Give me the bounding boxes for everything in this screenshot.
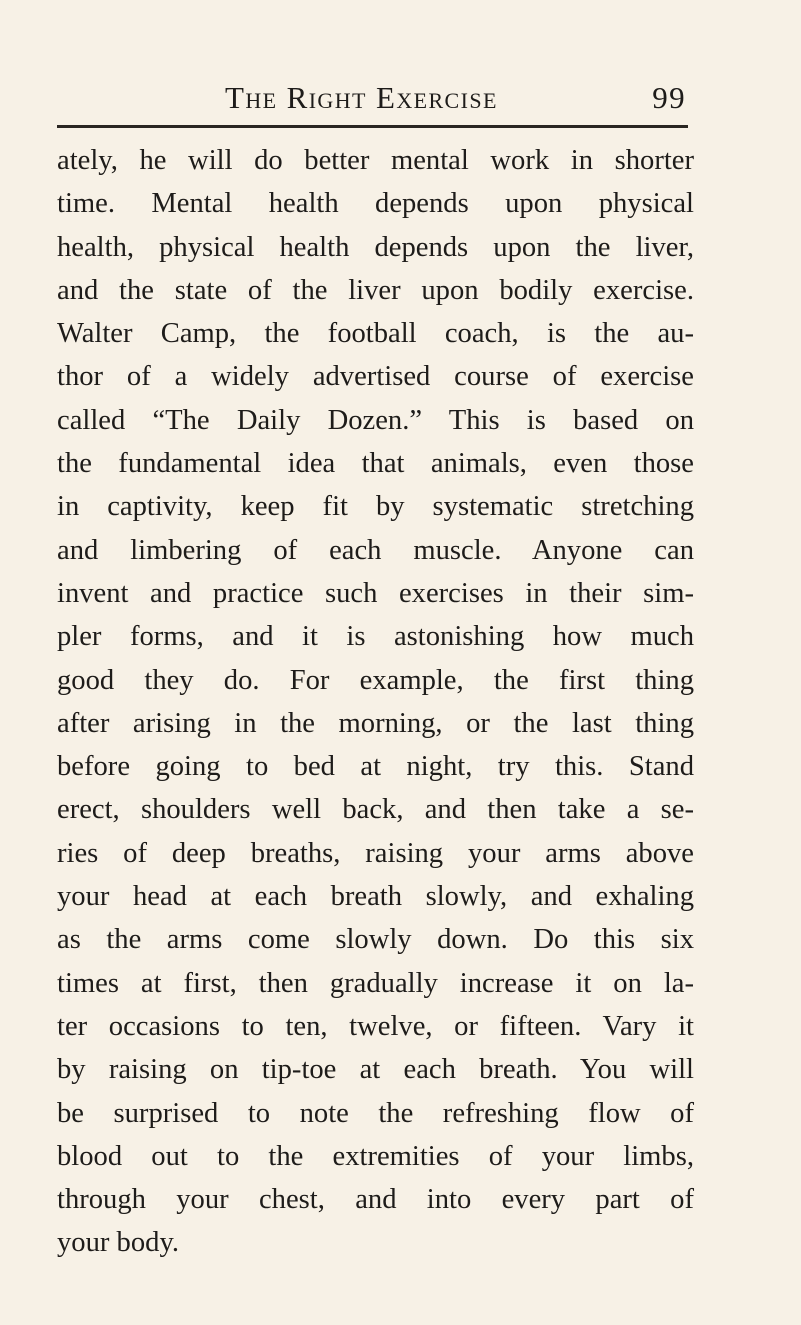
text-line: called “The Daily Dozen.” This is based on: [57, 404, 694, 436]
text-line: thor of a widely advertised course of exercise: [57, 361, 694, 393]
body-paragraph: [57, 139, 694, 1265]
running-head: The Right Exercise: [225, 80, 498, 115]
text-line: and the state of the liver upon bodily exercise.: [57, 274, 694, 306]
text-line: ries of deep breaths, raising your arms above: [57, 837, 694, 869]
text-line: before going to bed at night, try this. Stand: [57, 751, 694, 783]
text-line: through your chest, and into every part of: [57, 1184, 694, 1216]
text-line: be surprised to note the refreshing flow of: [57, 1097, 694, 1129]
text-line: and limbering of each muscle. Anyone can: [57, 534, 694, 566]
text-line: health, physical health depends upon the liver,: [57, 231, 694, 263]
text-line: after arising in the morning, or the last thing: [57, 707, 694, 739]
page-number: 99: [652, 80, 686, 115]
text-line: times at first, then gradually increase it on la-: [57, 967, 694, 999]
text-line: time. Mental health depends upon physical: [57, 188, 694, 220]
text-line: ter occasions to ten, twelve, or fifteen. Vary it: [57, 1010, 694, 1042]
text-line: Walter Camp, the football coach, is the au-: [57, 318, 694, 350]
text-line: your head at each breath slowly, and exhaling: [57, 881, 694, 913]
text-line: in captivity, keep fit by systematic stretching: [57, 491, 694, 523]
text-line: ately, he will do better mental work in shorter: [57, 145, 694, 176]
text-line: pler forms, and it is astonishing how much: [57, 621, 694, 653]
text-line: invent and practice such exercises in their sim-: [57, 577, 694, 609]
header-rule: [57, 125, 688, 128]
text-line: erect, shoulders well back, and then take a se-: [57, 794, 694, 826]
text-line: blood out to the extremities of your limbs,: [57, 1140, 694, 1172]
page-header: [225, 78, 710, 118]
text-line: your body.: [57, 1227, 180, 1259]
text-line: the fundamental idea that animals, even those: [57, 448, 694, 480]
text-line: good they do. For example, the first thing: [57, 664, 694, 696]
text-line: by raising on tip-toe at each breath. You will: [57, 1054, 694, 1086]
text-line: as the arms come slowly down. Do this six: [57, 924, 694, 956]
